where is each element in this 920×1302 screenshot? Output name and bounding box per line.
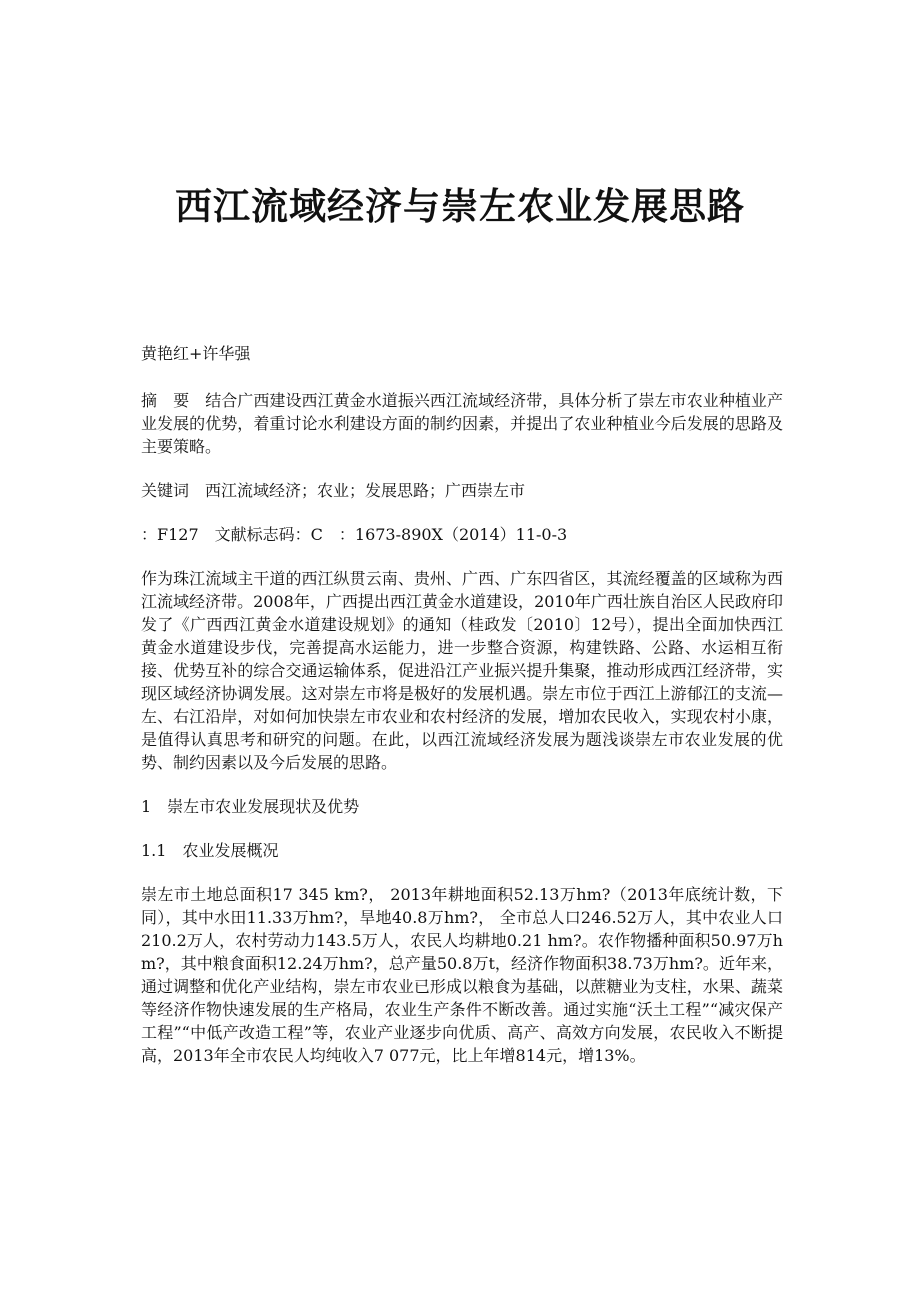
document-title: 西江流域经济与崇左农业发展思路 [175,184,745,228]
section-1-1-heading: 1.1 农业发展概况 [141,841,279,860]
section-1-1-paragraph: 崇左市土地总面积17 345 km?， 2013年耕地面积52.13万hm?（2013年底统计数，下同），其中水田11.33万hm?，旱地40.8万hm?， 全市总人口246.52万人，其中农业人口210.2万人，农村劳动力143.5万人，农民人均耕地0.21 hm?。农作物播种面积50.97万hm?，其中粮食面积12.24万hm?，总产量50.8万t，经济作物面积38.73万hm?。近年来，通过调整和优化产业结构，崇左市农业已形成以粮食为基础，以蔗糖业为支柱，水果、蔬菜等经济作物快速发展的生产格局，农业生产条件不断改善。通过实施“沃土工程”“减灾保产工程”“中低产改造工程”等，农业产业逐步向优质、高产、高效方向发展，农民收入不断提高，2013年全市农民人均纯收入7 077元，比上年增814元，增13%。 [141,885,783,1065]
classification-line: ：F127 文献标志码：C ：1673-890X（2014）11-0-3 [141,525,568,544]
intro-paragraph: 作为珠江流域主干道的西江纵贯云南、贵州、广西、广东四省区，其流经覆盖的区域称为西江流域经济带。2008年，广西提出西江黄金水道建设，2010年广西壮族自治区人民政府印发了《广西西江黄金水道建设规划》的通知（桂政发〔2010〕12号），提出全面加快西江黄金水道建设步伐，完善提高水运能力，进一步整合资源，构建铁路、公路、水运相互衔接、优势互补的综合交通运输体系，促进沿江产业振兴提升集聚，推动形成西江经济带，实现区域经济协调发展。这对崇左市将是极好的发展机遇。崇左市位于西江上游郁江的支流—左、右江沿岸，对如何加快崇左市农业和农村经济的发展，增加农民收入，实现农村小康，是值得认真思考和研究的问题。在此，以西江流域经济发展为题浅谈崇左市农业发展的优势、制约因素以及今后发展的思路。 [141,569,783,772]
document-body [141,342,783,1088]
keywords-line: 关键词 西江流域经济；农业；发展思路；广西崇左市 [141,481,526,500]
abstract-paragraph: 摘 要 结合广西建设西江黄金水道振兴西江流域经济带，具体分析了崇左市农业种植业产业发展的优势，着重讨论水利建设方面的制约因素，并提出了农业种植业今后发展的思路及主要策略。 [141,391,783,456]
author-line: 黄艳红+许华强 [141,344,251,363]
section-1-heading: 1 崇左市农业发展现状及优势 [141,797,360,816]
